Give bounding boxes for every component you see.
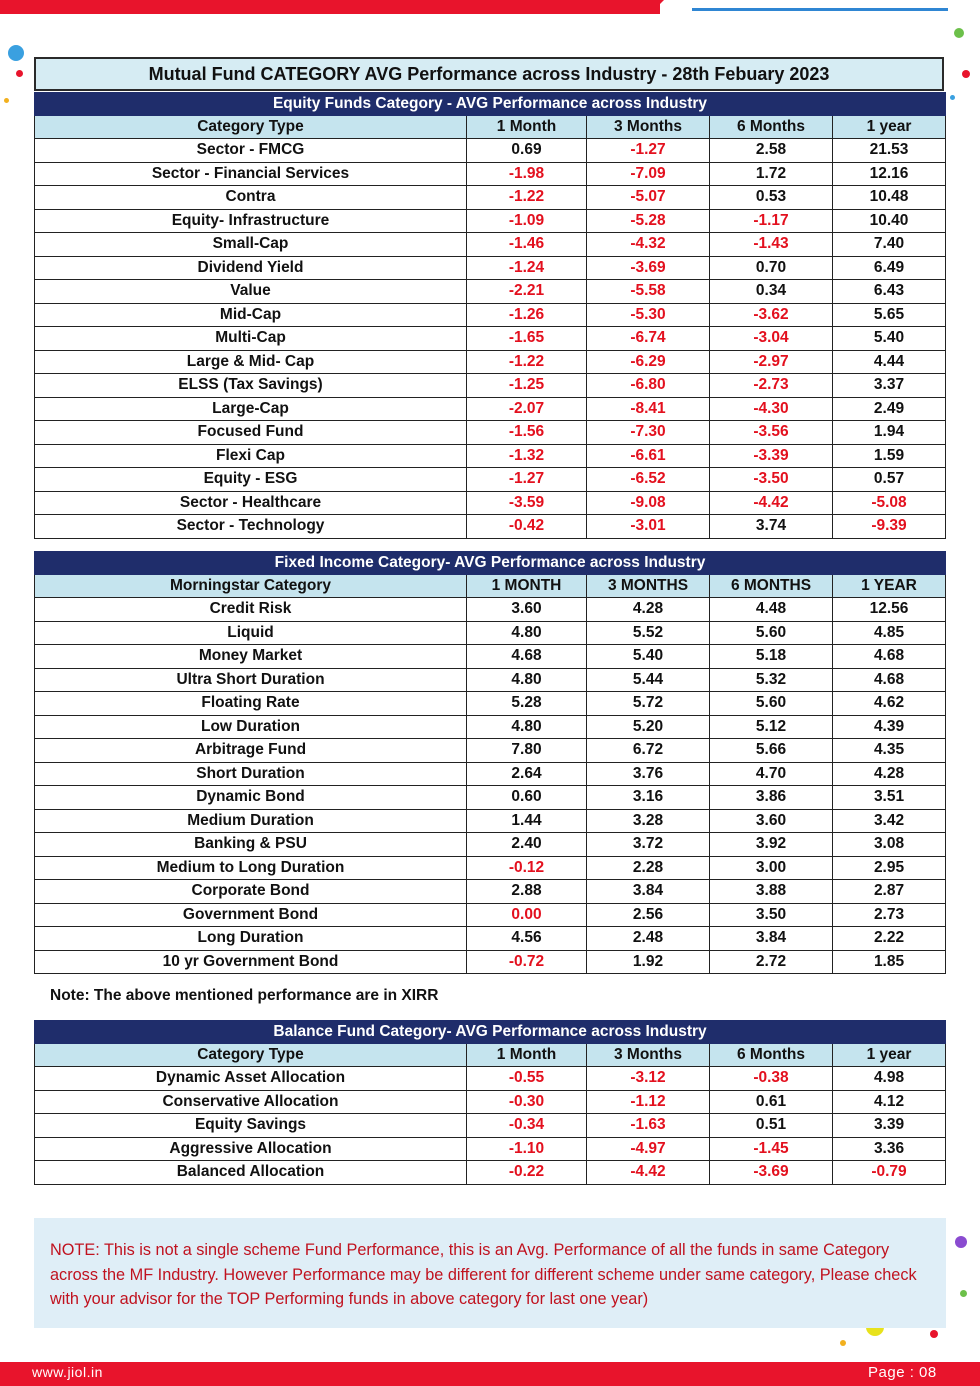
value-cell: 1.44 (467, 809, 587, 833)
value-cell: -5.30 (587, 303, 710, 327)
table-row (35, 186, 946, 210)
value-cell: 2.64 (467, 762, 587, 786)
category-cell: Balanced Allocation (35, 1161, 467, 1185)
category-cell: Focused Fund (35, 421, 467, 445)
column-header: 3 Months (587, 1044, 710, 1067)
value-cell: 3.42 (833, 809, 946, 833)
value-cell: 4.35 (833, 739, 946, 763)
value-cell: -3.69 (587, 256, 710, 280)
value-cell: -0.79 (833, 1161, 946, 1185)
value-cell: 4.62 (833, 692, 946, 716)
decor-dot (840, 1340, 846, 1346)
value-cell: -4.42 (587, 1161, 710, 1185)
category-cell: Dynamic Bond (35, 786, 467, 810)
value-cell: 3.76 (587, 762, 710, 786)
value-cell: -9.39 (833, 515, 946, 539)
value-cell: 3.36 (833, 1137, 946, 1161)
decor-dot (930, 1330, 938, 1338)
value-cell: -9.08 (587, 491, 710, 515)
value-cell: 0.00 (467, 903, 587, 927)
table-row (35, 786, 946, 810)
value-cell: 0.60 (467, 786, 587, 810)
value-cell: 4.70 (710, 762, 833, 786)
balance-section-title: Balance Fund Category- AVG Performance across Industry (35, 1021, 946, 1044)
fixed-income-section-title: Fixed Income Category- AVG Performance across Industry (35, 552, 946, 575)
value-cell: 2.28 (587, 856, 710, 880)
category-cell: Large & Mid- Cap (35, 350, 467, 374)
value-cell: -1.25 (467, 374, 587, 398)
value-cell: 1.59 (833, 444, 946, 468)
value-cell: 3.16 (587, 786, 710, 810)
top-blue-line (692, 8, 948, 11)
value-cell: 2.88 (467, 880, 587, 904)
value-cell: 5.12 (710, 715, 833, 739)
table-row (35, 350, 946, 374)
value-cell: 4.80 (467, 621, 587, 645)
value-cell: -1.32 (467, 444, 587, 468)
value-cell: -4.42 (710, 491, 833, 515)
table-row (35, 327, 946, 351)
value-cell: 3.88 (710, 880, 833, 904)
value-cell: 4.98 (833, 1067, 946, 1091)
value-cell: -1.24 (467, 256, 587, 280)
value-cell: 4.44 (833, 350, 946, 374)
category-cell: Large-Cap (35, 397, 467, 421)
value-cell: 2.56 (587, 903, 710, 927)
value-cell: 1.92 (587, 950, 710, 974)
value-cell: 2.58 (710, 139, 833, 163)
value-cell: -1.27 (587, 139, 710, 163)
value-cell: 4.80 (467, 715, 587, 739)
category-cell: Sector - FMCG (35, 139, 467, 163)
value-cell: -3.50 (710, 468, 833, 492)
footer-website-link[interactable]: www.jiol.in (32, 1364, 103, 1380)
column-header: Morningstar Category (35, 575, 467, 598)
value-cell: 3.50 (710, 903, 833, 927)
top-red-bar (0, 0, 660, 14)
category-cell: ELSS (Tax Savings) (35, 374, 467, 398)
value-cell: 5.44 (587, 668, 710, 692)
table-row (35, 950, 946, 974)
value-cell: 3.60 (710, 809, 833, 833)
value-cell: 7.40 (833, 233, 946, 257)
value-cell: 6.72 (587, 739, 710, 763)
value-cell: 3.72 (587, 833, 710, 857)
value-cell: 4.56 (467, 927, 587, 951)
value-cell: -0.38 (710, 1067, 833, 1091)
value-cell: 5.52 (587, 621, 710, 645)
value-cell: 4.39 (833, 715, 946, 739)
category-cell: Money Market (35, 645, 467, 669)
category-cell: Value (35, 280, 467, 304)
value-cell: -1.17 (710, 209, 833, 233)
top-red-bar-slant (650, 0, 664, 14)
value-cell: -1.98 (467, 162, 587, 186)
disclaimer-note: NOTE: This is not a single scheme Fund Performance, this is an Avg. Performance of all the funds in same Category across the MF Industry. However Performance may be different for different scheme under same category, Please check with your advisor for the TOP Performing funds in above category for last one year) (34, 1218, 946, 1328)
value-cell: 3.74 (710, 515, 833, 539)
category-cell: Sector - Healthcare (35, 491, 467, 515)
column-header: 6 Months (710, 116, 833, 139)
category-cell: Arbitrage Fund (35, 739, 467, 763)
table-row (35, 856, 946, 880)
value-cell: -1.27 (467, 468, 587, 492)
table-row (35, 256, 946, 280)
table-row (35, 903, 946, 927)
value-cell: 5.72 (587, 692, 710, 716)
table-row (35, 515, 946, 539)
value-cell: -2.21 (467, 280, 587, 304)
value-cell: 5.66 (710, 739, 833, 763)
category-cell: Medium Duration (35, 809, 467, 833)
value-cell: 3.00 (710, 856, 833, 880)
value-cell: 3.51 (833, 786, 946, 810)
equity-funds-table (34, 92, 946, 539)
value-cell: 2.95 (833, 856, 946, 880)
column-header: 1 YEAR (833, 575, 946, 598)
value-cell: -1.65 (467, 327, 587, 351)
column-header: 1 Month (467, 116, 587, 139)
value-cell: -1.45 (710, 1137, 833, 1161)
value-cell: -4.32 (587, 233, 710, 257)
value-cell: -6.61 (587, 444, 710, 468)
value-cell: -3.62 (710, 303, 833, 327)
value-cell: -3.69 (710, 1161, 833, 1185)
value-cell: 5.18 (710, 645, 833, 669)
value-cell: 0.57 (833, 468, 946, 492)
table-row (35, 715, 946, 739)
value-cell: 4.80 (467, 668, 587, 692)
table-row (35, 880, 946, 904)
value-cell: -0.34 (467, 1114, 587, 1138)
value-cell: 5.32 (710, 668, 833, 692)
value-cell: 5.65 (833, 303, 946, 327)
category-cell: Multi-Cap (35, 327, 467, 351)
value-cell: -6.52 (587, 468, 710, 492)
value-cell: -3.59 (467, 491, 587, 515)
value-cell: 4.28 (587, 598, 710, 622)
value-cell: -1.10 (467, 1137, 587, 1161)
value-cell: 0.53 (710, 186, 833, 210)
footer-bar (0, 1362, 980, 1386)
value-cell: -6.74 (587, 327, 710, 351)
value-cell: -8.41 (587, 397, 710, 421)
page-title: Mutual Fund CATEGORY AVG Performance across Industry - 28th Febuary 2023 (34, 57, 944, 91)
table-row (35, 645, 946, 669)
table-row (35, 491, 946, 515)
value-cell: -0.72 (467, 950, 587, 974)
value-cell: -1.26 (467, 303, 587, 327)
category-cell: Equity - ESG (35, 468, 467, 492)
table-row (35, 809, 946, 833)
category-cell: Low Duration (35, 715, 467, 739)
table-row (35, 1161, 946, 1185)
table-row (35, 927, 946, 951)
value-cell: 5.40 (833, 327, 946, 351)
value-cell: 3.39 (833, 1114, 946, 1138)
value-cell: -1.56 (467, 421, 587, 445)
equity-section-title: Equity Funds Category - AVG Performance across Industry (35, 93, 946, 116)
value-cell: 2.49 (833, 397, 946, 421)
value-cell: 6.49 (833, 256, 946, 280)
value-cell: 4.68 (467, 645, 587, 669)
category-cell: Short Duration (35, 762, 467, 786)
value-cell: -3.56 (710, 421, 833, 445)
category-cell: Government Bond (35, 903, 467, 927)
fixed-income-table (34, 551, 946, 974)
table-row (35, 397, 946, 421)
decor-dot (4, 98, 9, 103)
value-cell: 2.72 (710, 950, 833, 974)
column-header: 3 MONTHS (587, 575, 710, 598)
value-cell: 5.20 (587, 715, 710, 739)
table-row (35, 421, 946, 445)
value-cell: -0.12 (467, 856, 587, 880)
value-cell: 1.85 (833, 950, 946, 974)
value-cell: 5.40 (587, 645, 710, 669)
value-cell: 3.84 (587, 880, 710, 904)
value-cell: 7.80 (467, 739, 587, 763)
value-cell: -4.97 (587, 1137, 710, 1161)
value-cell: -2.73 (710, 374, 833, 398)
category-cell: Long Duration (35, 927, 467, 951)
value-cell: -1.22 (467, 186, 587, 210)
value-cell: 4.12 (833, 1090, 946, 1114)
value-cell: 3.86 (710, 786, 833, 810)
value-cell: 1.94 (833, 421, 946, 445)
decor-dot (16, 70, 23, 77)
value-cell: 4.85 (833, 621, 946, 645)
table-row (35, 280, 946, 304)
value-cell: -6.80 (587, 374, 710, 398)
column-header: 6 MONTHS (710, 575, 833, 598)
table-row (35, 621, 946, 645)
value-cell: 3.92 (710, 833, 833, 857)
table-row (35, 1137, 946, 1161)
column-header: 1 Month (467, 1044, 587, 1067)
value-cell: 10.48 (833, 186, 946, 210)
table-row (35, 668, 946, 692)
table-row (35, 1090, 946, 1114)
value-cell: 3.08 (833, 833, 946, 857)
value-cell: -1.46 (467, 233, 587, 257)
value-cell: 2.48 (587, 927, 710, 951)
value-cell: 12.56 (833, 598, 946, 622)
category-cell: Credit Risk (35, 598, 467, 622)
column-header: 1 MONTH (467, 575, 587, 598)
table-row (35, 692, 946, 716)
value-cell: -3.01 (587, 515, 710, 539)
value-cell: -2.97 (710, 350, 833, 374)
column-header: 1 year (833, 116, 946, 139)
value-cell: -6.29 (587, 350, 710, 374)
table-row (35, 444, 946, 468)
column-header: 1 year (833, 1044, 946, 1067)
value-cell: 3.37 (833, 374, 946, 398)
value-cell: -0.42 (467, 515, 587, 539)
value-cell: 2.73 (833, 903, 946, 927)
balance-fund-table (34, 1020, 946, 1185)
category-cell: Flexi Cap (35, 444, 467, 468)
value-cell: -5.28 (587, 209, 710, 233)
value-cell: -7.09 (587, 162, 710, 186)
category-cell: Ultra Short Duration (35, 668, 467, 692)
value-cell: -3.12 (587, 1067, 710, 1091)
decor-dot (962, 70, 970, 78)
table-row (35, 1067, 946, 1091)
category-cell: Aggressive Allocation (35, 1137, 467, 1161)
table-row (35, 209, 946, 233)
column-header: Category Type (35, 116, 467, 139)
decor-dot (950, 95, 955, 100)
table-row (35, 468, 946, 492)
table-row (35, 598, 946, 622)
value-cell: 4.48 (710, 598, 833, 622)
table-row (35, 233, 946, 257)
value-cell: -1.12 (587, 1090, 710, 1114)
table-row (35, 762, 946, 786)
value-cell: -3.39 (710, 444, 833, 468)
value-cell: 6.43 (833, 280, 946, 304)
category-cell: Corporate Bond (35, 880, 467, 904)
page-number: Page : 08 (868, 1364, 937, 1381)
xirr-note: Note: The above mentioned performance are in XIRR (50, 987, 439, 1004)
category-cell: Conservative Allocation (35, 1090, 467, 1114)
table-row (35, 833, 946, 857)
category-cell: Equity- Infrastructure (35, 209, 467, 233)
value-cell: -5.07 (587, 186, 710, 210)
value-cell: 5.60 (710, 621, 833, 645)
value-cell: 4.28 (833, 762, 946, 786)
category-cell: Medium to Long Duration (35, 856, 467, 880)
value-cell: 0.51 (710, 1114, 833, 1138)
category-cell: Banking & PSU (35, 833, 467, 857)
category-cell: Equity Savings (35, 1114, 467, 1138)
value-cell: -1.09 (467, 209, 587, 233)
table-row (35, 739, 946, 763)
category-cell: Liquid (35, 621, 467, 645)
category-cell: Contra (35, 186, 467, 210)
value-cell: 21.53 (833, 139, 946, 163)
value-cell: 5.60 (710, 692, 833, 716)
column-header: 3 Months (587, 116, 710, 139)
value-cell: 0.70 (710, 256, 833, 280)
value-cell: 0.34 (710, 280, 833, 304)
category-cell: Small-Cap (35, 233, 467, 257)
value-cell: -4.30 (710, 397, 833, 421)
column-header: Category Type (35, 1044, 467, 1067)
category-cell: Sector - Financial Services (35, 162, 467, 186)
value-cell: -1.22 (467, 350, 587, 374)
value-cell: 1.72 (710, 162, 833, 186)
value-cell: -5.08 (833, 491, 946, 515)
decor-dot (960, 1290, 967, 1297)
column-header: 6 Months (710, 1044, 833, 1067)
value-cell: 0.69 (467, 139, 587, 163)
value-cell: -0.55 (467, 1067, 587, 1091)
table-row (35, 303, 946, 327)
value-cell: 10.40 (833, 209, 946, 233)
category-cell: Sector - Technology (35, 515, 467, 539)
value-cell: 4.68 (833, 668, 946, 692)
value-cell: 0.61 (710, 1090, 833, 1114)
value-cell: -2.07 (467, 397, 587, 421)
value-cell: 3.28 (587, 809, 710, 833)
value-cell: -3.04 (710, 327, 833, 351)
value-cell: 2.40 (467, 833, 587, 857)
category-cell: Dynamic Asset Allocation (35, 1067, 467, 1091)
value-cell: -0.30 (467, 1090, 587, 1114)
decor-dot (954, 28, 964, 38)
table-row (35, 1114, 946, 1138)
category-cell: 10 yr Government Bond (35, 950, 467, 974)
category-cell: Floating Rate (35, 692, 467, 716)
value-cell: -0.22 (467, 1161, 587, 1185)
value-cell: 5.28 (467, 692, 587, 716)
value-cell: 2.87 (833, 880, 946, 904)
category-cell: Mid-Cap (35, 303, 467, 327)
value-cell: 3.60 (467, 598, 587, 622)
value-cell: -1.43 (710, 233, 833, 257)
value-cell: -5.58 (587, 280, 710, 304)
decor-dot (955, 1236, 967, 1248)
table-row (35, 162, 946, 186)
value-cell: 2.22 (833, 927, 946, 951)
table-row (35, 139, 946, 163)
category-cell: Dividend Yield (35, 256, 467, 280)
value-cell: 4.68 (833, 645, 946, 669)
value-cell: 12.16 (833, 162, 946, 186)
value-cell: -1.63 (587, 1114, 710, 1138)
decor-dot (8, 45, 24, 61)
value-cell: -7.30 (587, 421, 710, 445)
value-cell: 3.84 (710, 927, 833, 951)
table-row (35, 374, 946, 398)
